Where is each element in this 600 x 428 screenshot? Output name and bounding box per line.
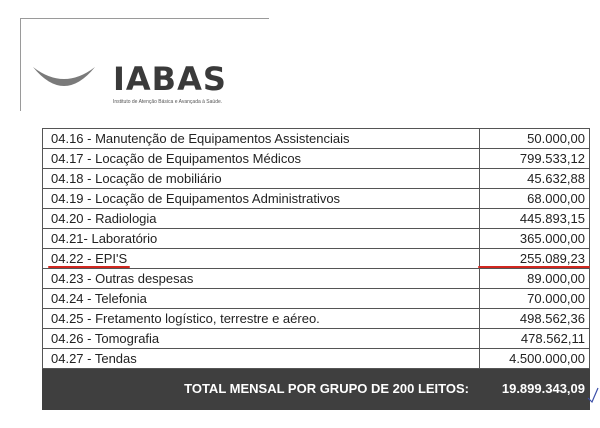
row-value: 4.500.000,00	[480, 349, 590, 369]
logo-name: IABAS	[113, 60, 227, 98]
row-value: 445.893,15	[480, 209, 590, 229]
table-row	[43, 189, 590, 209]
row-item: 04.18 - Locação de mobiliário	[43, 169, 480, 189]
table-row	[43, 169, 590, 189]
row-item: 04.19 - Locação de Equipamentos Administrativos	[43, 189, 480, 209]
row-value: 365.000,00	[480, 229, 590, 249]
table-row	[43, 129, 590, 149]
row-item: 04.23 - Outras despesas	[43, 269, 480, 289]
row-value: 50.000,00	[480, 129, 590, 149]
table-row	[43, 269, 590, 289]
row-item: 04.21- Laboratório	[43, 229, 480, 249]
row-item: 04.17 - Locação de Equipamentos Médicos	[43, 149, 480, 169]
row-item: 04.24 - Telefonia	[43, 289, 480, 309]
table-row	[43, 349, 590, 369]
row-item: 04.25 - Fretamento logístico, terrestre e aéreo.	[43, 309, 480, 329]
table-row	[43, 149, 590, 169]
row-value: 70.000,00	[480, 289, 590, 309]
row-item: 04.27 - Tendas	[43, 349, 480, 369]
logo-tagline: Instituto de Atenção Básica e Avançada à Saúde.	[113, 99, 223, 105]
row-value: 68.000,00	[480, 189, 590, 209]
total-row	[43, 369, 590, 410]
row-value: 498.562,36	[480, 309, 590, 329]
row-value: 799.533,12	[480, 149, 590, 169]
table-row	[43, 229, 590, 249]
row-item: 04.16 - Manutenção de Equipamentos Assistenciais	[43, 129, 480, 149]
row-value: 45.632,88	[480, 169, 590, 189]
logo-smile-icon	[29, 61, 99, 97]
cost-table	[42, 128, 590, 410]
table-row	[43, 289, 590, 309]
table-row	[43, 309, 590, 329]
row-item: 04.26 - Tomografia	[43, 329, 480, 349]
table-row	[43, 209, 590, 229]
row-value: 478.562,11	[480, 329, 590, 349]
row-value: 89.000,00	[480, 269, 590, 289]
row-item: 04.22 - EPI'S	[43, 249, 480, 269]
total-value: 19.899.343,09	[480, 369, 590, 410]
pen-check-mark-icon	[586, 386, 600, 406]
row-item: 04.20 - Radiologia	[43, 209, 480, 229]
red-underline-item	[48, 266, 130, 268]
row-value: 255.089,23	[480, 249, 590, 269]
logo-block	[20, 18, 269, 111]
total-label: TOTAL MENSAL POR GRUPO DE 200 LEITOS:	[43, 369, 480, 410]
table-row	[43, 329, 590, 349]
red-underline-value	[478, 266, 590, 268]
